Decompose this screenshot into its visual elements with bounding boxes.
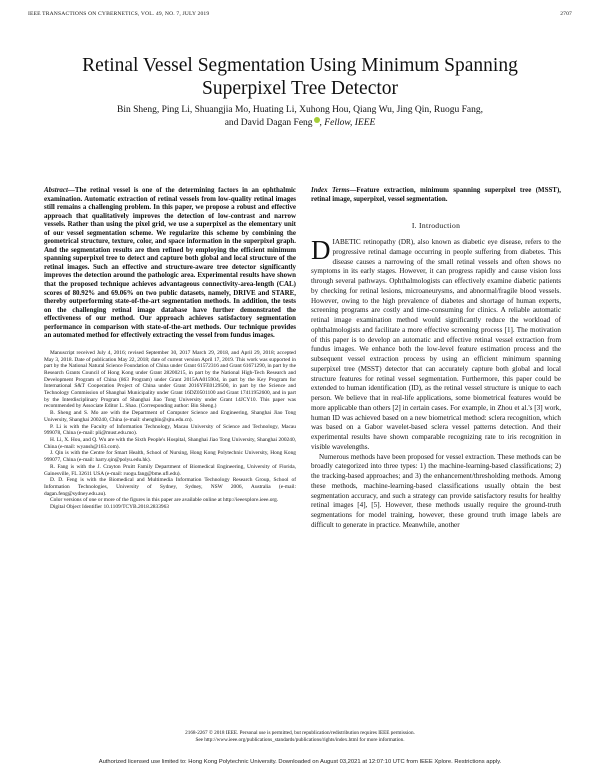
author-list: Bin Sheng, Ping Li, Shuangjia Mo, Huating Li, Xuhong Hou, Qiang Wu, Jing Qin, Ruogu Fang, and David Dagan Feng , Fellow, IEEE xyxy=(117,105,483,128)
footnote-affiliation: R. Fang is with the J. Crayton Pruitt Family Department of Biomedical Engineering, University of Florida, Gainesville, FL 32611 USA (e-mail: ruogu.fang@bme.ufl.edu). xyxy=(44,463,296,477)
orcid-icon[interactable] xyxy=(314,117,320,123)
footnote-affiliation: B. Sheng and S. Mo are with the Department of Computer Science and Engineering, Shanghai Jiao Tong University, Shanghai 200240, China (e-mail: shengbin@sjtu.edu.cn). xyxy=(44,410,296,423)
paper-title: Retinal Vessel Segmentation Using Minimum Spanning Superpixel Tree Detector xyxy=(82,55,518,99)
page-number: 2707 xyxy=(560,11,572,17)
left-column xyxy=(44,186,296,511)
footnote-manuscript: Manuscript received July 4, 2016; revised September 30, 2017 March 29, 2018, and April 29, 2018; accepted May 3, 2018. Date of publication May 22, 2018; date of current version April 17, 2019. This work was supported in part by the National Natural Science Foundation of China under Grant 61572316 and Grant 61671290, in part by the Research Grants Council of Hong Kong under Grant 28200215, in part by the National High-Tech Research and Development Program of China (863 Program) under Grant 2015AA015904, in part by the Key Program for International S&T Cooperation Project of China under Grant 2016YFE0129500, in part by the Science and Technology Commission of Shanghai Municipality under Grant 16DZ0501100 and Grant 17411952600, and in part by the Interdisciplinary Program of Shanghai Jiao Tong University under Grant 14JCY10. This paper was recommended by Associate Editor L. Shao. (Corresponding author: Bin Sheng.) xyxy=(44,349,296,410)
author-line-1: Bin Sheng, Ping Li, Shuangjia Mo, Huating Li, Xuhong Hou, Qiang Wu, Jing Qin, Ruogu Fang, xyxy=(117,105,483,115)
copyright-line-2: See http://www.ieee.org/publications_standards/publications/rights/index.html for more information. xyxy=(195,736,405,743)
paragraph-text: IABETIC retinopathy (DR), also known as diabetic eye disease, refers to the progressive retinal damage occurring in people suffering from diabetes. This disease causes a narrowing of the small retinal vessels and often shows no symptoms in its early stages. However, it can progress rapidly and cause vision loss through several pathways. Ophthalmologists can effectively examine diabetic patients by checking for retinal lesions, microaneurysms, and abnormal/fragile blood vessels. However, owing to the high prevalence of diabetes and shortage of human experts, screening programs are costly and time-consuming for clinics. A reliable automatic retinal image examination method would significantly reduce the workload of ophthalmologists and facilitate a more effective screening process [1]. The motivation of this paper is to develop an automatic and effective retinal vessel extraction from fundus images. We enhance both the low-level feature estimation process and the subsequent vessel extraction process by using an efficient minimum spanning superpixel tree (MSST) detector that can accurately capture both global and local structure features for retinal vessel segmentation. Furthermore, this paper could be extended to human identification (ID), as the retinal vessel structure is unique to each person. We believe that in real-life applications, some biometrical features would be more applicable than others [2] in certain cases. For example, in Zhou et al.'s [3] work, human ID was achieved based on a new biometrical method: sclera recognition, which was based on a Gabor wavelet-based sclera vessel patterns detection. And their experimental results have shown comparable recognizing rate to iris recognition in visible wavelengths. xyxy=(311,238,561,451)
index-terms xyxy=(311,186,561,203)
footnote-affiliation: J. Qin is with the Centre for Smart Health, School of Nursing, Hong Kong Polytechnic University, Hong Kong 999077, China (e-mail: harry.qin@polyu.edu.hk). xyxy=(44,450,296,464)
copyright-line-1: 2168-2267 © 2018 IEEE. Personal use is permitted, but republication/redistribution requires IEEE permission. xyxy=(185,730,415,736)
abstract xyxy=(44,186,296,340)
running-header xyxy=(28,11,572,23)
abstract-label: Abstract— xyxy=(44,186,75,194)
journal-info: IEEE TRANSACTIONS ON CYBERNETICS, VOL. 49, NO. 7, JULY 2019 xyxy=(28,11,210,17)
section-heading: I. Introduction xyxy=(411,221,461,231)
index-terms-label: Index Terms— xyxy=(311,186,357,194)
paragraph: Numerous methods have been proposed for vessel extraction. These methods can be broadly categorized into three types: 1) the machine-learning-based classifications; 2) the tracking-based approaches; and 3) the enhancement/thresholding methods. Among these methods, machine-learning-based classifications usually obtain the best segmentation accuracy, and such a strategy can provide satisfactory results for healthy retinal images [4], [5]. However, these methods usually require the ground-truth segmentations for model training, however, these ground truth image labels are difficult to generate in practice. Meanwhile, another xyxy=(311,452,561,529)
license-footer: Authorized licensed use limited to: Hong Kong Polytechnic University. Downloaded on August 03,2021 at 12:07:10 UTC from IEEE Xplore. Restrictions apply. xyxy=(98,759,502,765)
footnote-doi: Digital Object Identifier 10.1109/TCYB.2018.2833963 xyxy=(50,504,169,511)
footnote-affiliation: H. Li, X. Hou, and Q. Wu are with the Sixth People's Hospital, Shanghai Jiao Tong University, Shanghai 200240, China (e-mail: wyansh@163.com). xyxy=(44,436,296,450)
footnote-affiliation: D. D. Feng is with the Biomedical and Multimedia Information Technology Research Group, School of Information Technologies, University of Sydney, Sydney, NSW 2006, Australia (e-mail: dagan.feng@sydney.edu.au). xyxy=(44,477,296,497)
drop-cap: D xyxy=(311,235,331,266)
right-column xyxy=(311,186,561,531)
abstract-text: The retinal vessel is one of the determining factors in an ophthalmic examination. Automatic extraction of retinal vessels from low-quality retinal images still remains a challenging problem. In this paper, we propose a robust and effective approach that qualitatively improves the detection of low-contrast and narrow vessels. Rather than using the pixel grid, we use a superpixel as the elementary unit of our vessel segmentation scheme. We regularize this scheme by combining the geometrical structure, texture, color, and space information in the superpixel graph. And the segmentation results are then refined by employing the efficient minimum spanning superpixel tree to detect and capture both global and local structure of the retinal images. Such an effective and structure-aware tree detector significantly improves the detection around the pathologic area. Experimental results have shown that the proposed technique achieves advantageous connectivity-area-length (CAL) scores of 80.92% and 69.06% on two public datasets, namely, DRIVE and STARE, thereby outperforming state-of-the-art segmentation methods. In addition, the tests on the challenging retinal image database have further demonstrated the effectiveness of our method. Our approach achieves satisfactory segmentation performance in comparison with state-of-the-art methods. Our technique provides an automated method for effectively extracting the vessel from fundus images. xyxy=(44,186,296,340)
introduction-body xyxy=(311,235,561,531)
author-membership: Fellow, IEEE xyxy=(324,118,376,128)
footnotes xyxy=(44,350,296,511)
footnote-affiliation: P. Li is with the Faculty of Information Technology, Macau University of Science and Technology, Macau 999078, China (e-mail: pli@must.edu.mo). xyxy=(44,423,296,437)
copyright-notice xyxy=(0,730,600,743)
footnote-color-versions: Color versions of one or more of the figures in this paper are available online at http://ieeexplore.ieee.org. xyxy=(50,497,279,504)
paragraph xyxy=(311,235,561,453)
index-terms-text: Feature extraction, minimum spanning superpixel tree (MSST), retinal image, superpixel, vessel segmentation. xyxy=(311,186,561,203)
author-line-2: and David Dagan Feng xyxy=(224,118,313,128)
